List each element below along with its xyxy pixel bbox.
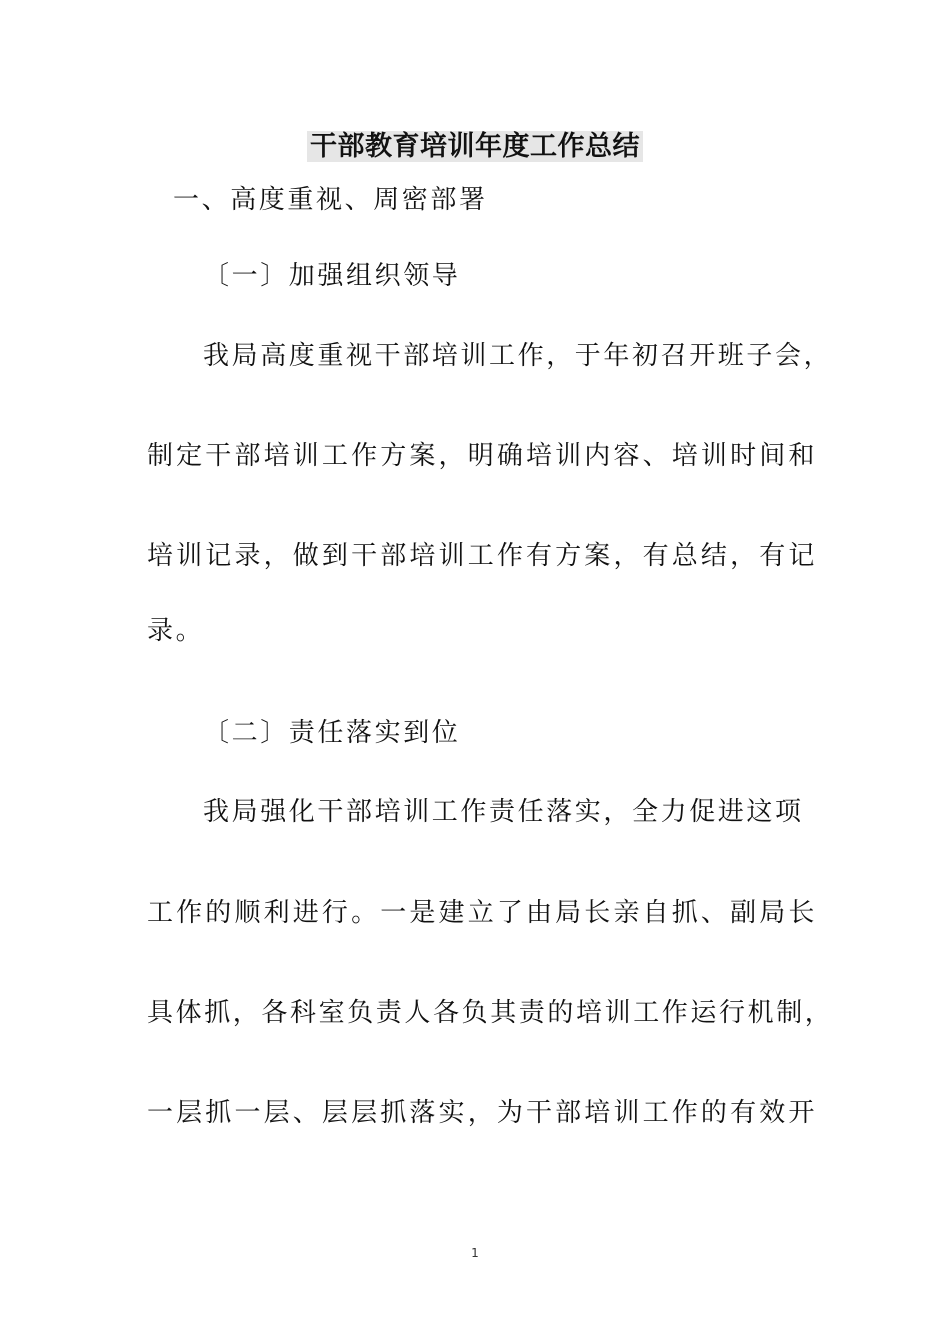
paragraph-2-line-2: 工作的顺利进行。一是建立了由局长亲自抓、副局长	[147, 898, 817, 928]
subsection-heading-1: 〔一〕加强组织领导	[203, 261, 461, 291]
paragraph-2-line-4: 一层抓一层、层层抓落实，为干部培训工作的有效开	[147, 1098, 817, 1128]
subsection-heading-2: 〔二〕责任落实到位	[203, 718, 461, 748]
page-number: 1	[471, 1246, 479, 1260]
paragraph-1-line-2: 制定干部培训工作方案，明确培训内容、培训时间和	[147, 441, 817, 471]
paragraph-2-line-3: 具体抓，各科室负责人各负其责的培训工作运行机制，	[147, 998, 834, 1028]
paragraph-1-line-4: 录。	[147, 616, 205, 646]
document-title-text: 干部教育培训年度工作总结	[307, 131, 643, 162]
paragraph-1-line-1: 我局高度重视干部培训工作，于年初召开班子会，	[203, 341, 833, 371]
document-title	[0, 127, 950, 167]
paragraph-1-line-3: 培训记录，做到干部培训工作有方案，有总结，有记	[147, 541, 817, 571]
section-heading-1: 一、高度重视、周密部署	[173, 185, 488, 215]
paragraph-2-line-1: 我局强化干部培训工作责任落实，全力促进这项	[203, 797, 804, 827]
